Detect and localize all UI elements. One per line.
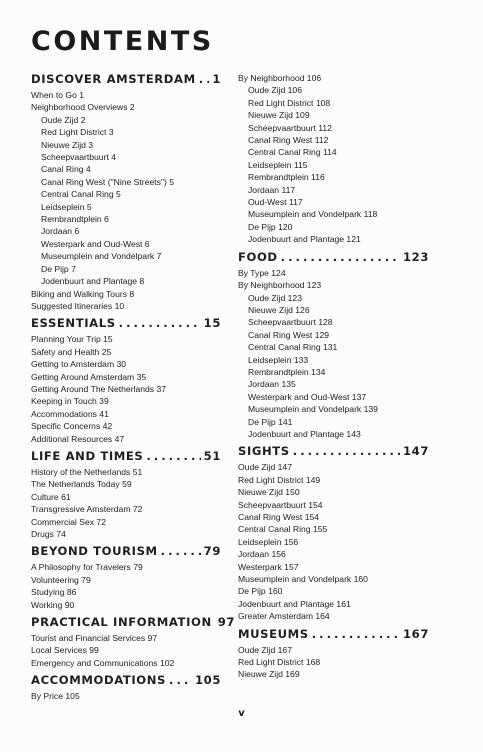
toc-subentry: Nieuwe Zijd 109 [248, 110, 310, 121]
section-heading-label: PRACTICAL INFORMATION [31, 615, 212, 630]
toc-subentry: Rembrandtplein 116 [248, 172, 325, 183]
left-column [31, 72, 236, 707]
toc-subentry: Canal Ring 4 [41, 164, 91, 175]
toc-subentry: Museumplein and Vondelpark 139 [248, 404, 378, 415]
section-heading-page: 167 [402, 626, 429, 641]
section-heading-page: 105 [194, 673, 221, 688]
section-heading-label: ACCOMMODATIONS [31, 673, 167, 688]
section-heading-label: DISCOVER AMSTERDAM [31, 72, 196, 86]
dot-leader [146, 449, 200, 464]
section-heading [31, 72, 221, 87]
toc-subentry: Leidseplein 115 [248, 159, 308, 170]
toc-entry: Leidseplein 156 [238, 536, 299, 547]
toc-section-accommodations [31, 673, 221, 702]
section-heading [31, 615, 236, 630]
toc-entry: Working 90 [31, 599, 75, 610]
toc-entry: Studying 86 [31, 587, 77, 598]
section-heading-label: MUSEUMS [238, 626, 309, 641]
toc-entry: Suggested Itineraries 10 [31, 300, 125, 311]
toc-entry: Getting Around Amsterdam 35 [31, 371, 147, 382]
toc-subentry: Red Light District 3 [41, 127, 114, 138]
toc-entry: The Netherlands Today 59 [31, 479, 132, 490]
section-heading-label: ESSENTIALS [31, 316, 116, 331]
toc-subentry: Museumplein and Vondelpark 7 [41, 251, 162, 262]
section-heading [31, 673, 221, 688]
toc-subentry: Canal Ring West 112 [248, 135, 329, 146]
dot-leader [119, 316, 201, 331]
toc-entry: Nieuwe Zijd 150 [238, 487, 300, 498]
toc-section-beyond-tourism [31, 544, 221, 611]
toc-subentry: Museumplein and Vondelpark 118 [248, 209, 378, 220]
toc-subentry: Scheepvaartbuurt 128 [248, 317, 333, 328]
toc-entry: Culture 61 [31, 491, 71, 502]
toc-subentry: Rembrandtplein 134 [248, 366, 326, 377]
toc-subentry: Scheepvaartbuurt 4 [41, 152, 117, 163]
section-heading [238, 250, 429, 265]
toc-entry: Emergency and Communications 102 [31, 657, 175, 668]
right-column [238, 72, 429, 685]
toc-entry: Red Light District 168 [238, 657, 321, 668]
section-heading-label: LIFE AND TIMES [31, 448, 144, 463]
toc-subentry: Nieuwe Zijd 3 [41, 139, 94, 150]
section-heading [31, 316, 221, 331]
page-title: CONTENTS [31, 26, 214, 57]
toc-subentry: Scheepvaartbuurt 112 [248, 122, 332, 133]
section-heading-label: SIGHTS [238, 444, 290, 459]
toc-entry: By Price 105 [31, 691, 80, 702]
section-heading [31, 544, 221, 559]
dot-leader [199, 72, 210, 87]
toc-subentry: Oude Zijd 106 [248, 85, 302, 96]
toc-entry: Greater Amsterdam 164 [238, 611, 330, 622]
toc-entry: Neighborhood Overviews 2 [31, 102, 135, 113]
toc-subentry: Leidseplein 5 [41, 201, 92, 212]
section-heading [238, 627, 429, 642]
toc-entry: History of the Netherlands 51 [31, 466, 143, 477]
dot-leader [293, 444, 400, 459]
toc-subentry: Jodenbuurt and Plantage 8 [41, 276, 145, 287]
dot-leader [281, 250, 400, 265]
toc-subentry: Rembrandtplein 6 [41, 214, 109, 225]
section-heading-page: 51 [203, 448, 221, 463]
toc-subentry: Red Light District 108 [248, 97, 331, 108]
section-heading-page: 123 [402, 249, 429, 264]
toc-subentry: De Pijp 7 [41, 263, 76, 274]
section-heading-page: 97 [217, 615, 236, 630]
toc-subentry: Central Canal Ring 114 [248, 147, 337, 158]
toc-entry: Drugs 74 [31, 529, 66, 539]
toc-entry: Commercial Sex 72 [31, 516, 106, 527]
toc-entry: Keeping in Touch 39 [31, 396, 109, 407]
section-heading-page: 147 [402, 444, 429, 459]
section-heading-page: 79 [203, 544, 221, 559]
toc-entry: A Philosophy for Travelers 79 [31, 562, 143, 573]
toc-subentry: Canal Ring West ("Nine Streets") 5 [41, 176, 174, 187]
section-heading-page: 1 [212, 72, 221, 86]
toc-subentry: Oud-West 117 [248, 197, 303, 208]
toc-entry: Westerpark 157 [238, 561, 299, 572]
toc-entry: Biking and Walking Tours 8 [31, 288, 135, 299]
dot-leader [312, 627, 400, 642]
toc-entry: Museumplein and Vondelpark 160 [238, 574, 368, 585]
page-number: v [238, 708, 245, 719]
toc-entry: Getting to Amsterdam 30 [31, 359, 127, 370]
toc-section-discover-amsterdam [31, 72, 221, 312]
toc-subentry: Jodenbuurt and Plantage 143 [248, 428, 361, 439]
toc-subentry: Nieuwe Zijd 126 [248, 304, 310, 315]
toc-entry: Oude Zijd 167 [238, 644, 292, 655]
toc-entry: Safety and Health 25 [31, 346, 112, 357]
toc-section-food [238, 250, 429, 441]
toc-entry: Local Services 99 [31, 645, 99, 656]
toc-section-essentials [31, 316, 221, 445]
section-heading-page: 15 [203, 316, 221, 331]
toc-subentry: Westerpark and Oud-West 137 [248, 391, 367, 402]
toc-entry: Red Light District 149 [238, 474, 321, 485]
toc-entry: Volunteering 79 [31, 574, 91, 585]
toc-subentry: Oude Zijd 123 [248, 292, 302, 303]
toc-entry: Tourist and Financial Services 97 [31, 633, 158, 644]
toc-entry: Jordaan 156 [238, 549, 286, 560]
toc-entry: Oude Zijd 147 [238, 462, 292, 473]
toc-subentry: Westerpark and Oud-West 6 [41, 238, 150, 249]
toc-entry: Planning Your Trip 15 [31, 334, 113, 345]
toc-subentry: Leidseplein 133 [248, 354, 309, 365]
toc-subentry: Jordaan 135 [248, 379, 296, 390]
toc-subentry: De Pijp 120 [248, 221, 293, 232]
toc-subentry: Jordaan 6 [41, 226, 80, 237]
toc-entry: Specific Concerns 42 [31, 421, 113, 432]
toc-entry: Canal Ring West 154 [238, 512, 320, 522]
toc-entry: Central Canal Ring 155 [238, 524, 328, 535]
toc-section-practical-information [31, 615, 236, 669]
toc-subentry: Canal Ring West 129 [248, 329, 330, 340]
toc-subentry: Jordaan 117 [248, 184, 296, 195]
toc-subentry: Central Canal Ring 131 [248, 342, 338, 353]
toc-entry: Nieuwe Zijd 169 [238, 669, 300, 680]
toc-entry: Transgressive Amsterdam 72 [31, 504, 143, 515]
toc-entry: Accommodations 41 [31, 408, 109, 419]
toc-entry: When to Go 1 [31, 90, 85, 100]
toc-entry: Jodenbuurt and Plantage 161 [238, 598, 351, 609]
toc-section-continued [238, 72, 429, 246]
section-heading-label: FOOD [238, 249, 278, 264]
toc-entry: Getting Around The Netherlands 37 [31, 383, 167, 394]
toc-subentry: Central Canal Ring 5 [41, 189, 121, 200]
toc-subentry: Jodenbuurt and Plantage 121 [248, 234, 361, 245]
section-heading-label: BEYOND TOURISM [31, 544, 158, 559]
toc-section-museums [238, 627, 429, 681]
toc-entry: By Type 124 [238, 267, 286, 278]
toc-entry: By Neighborhood 106 [238, 73, 322, 83]
toc-entry: De Pijp 160 [238, 586, 283, 597]
toc-section-sights [238, 444, 429, 622]
toc-subentry: Oude Zijd 2 [41, 114, 86, 125]
toc-entry: Scheepvaartbuurt 154 [238, 499, 323, 510]
toc-entry: By Neighborhood 123 [238, 280, 322, 291]
section-heading [31, 449, 221, 464]
dot-leader [169, 673, 192, 688]
section-heading [238, 444, 429, 459]
dot-leader [161, 544, 201, 559]
toc-section-life-and-times [31, 449, 221, 540]
toc-subentry: De Pijp 141 [248, 416, 293, 427]
toc-entry: Additional Resources 47 [31, 433, 125, 444]
